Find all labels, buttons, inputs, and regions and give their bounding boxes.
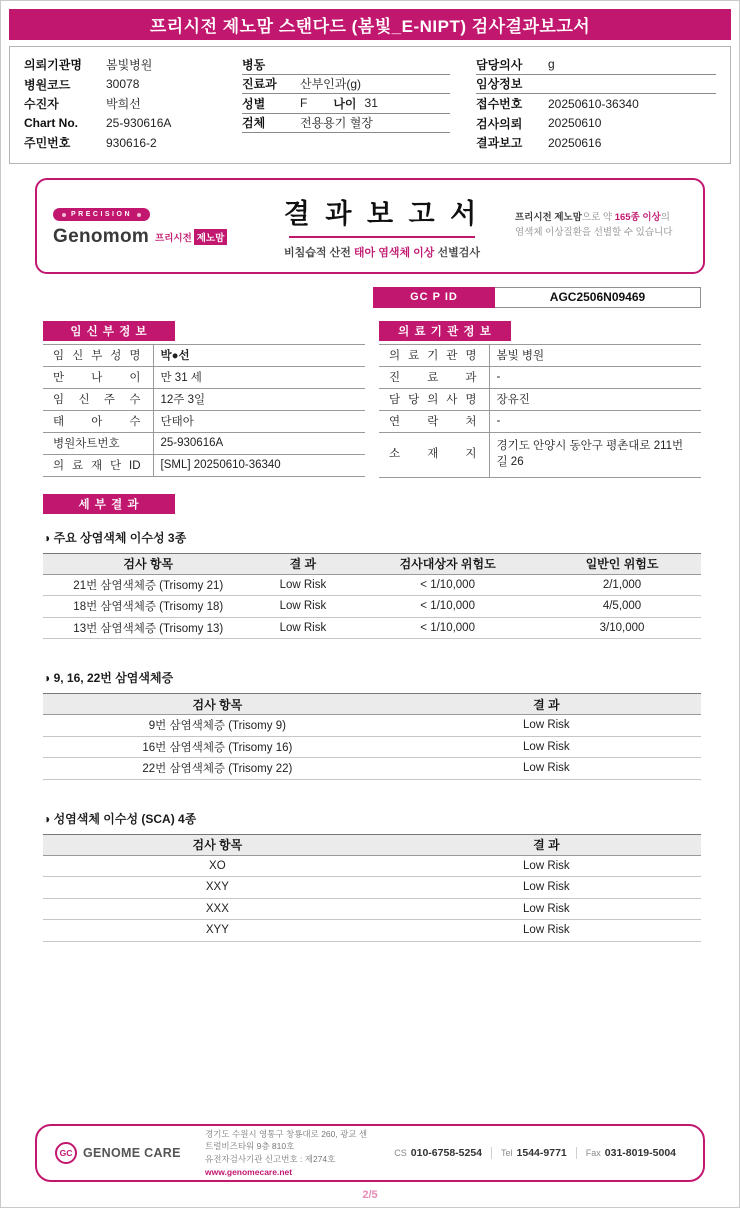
cell-result: Low Risk [254, 596, 353, 618]
field-value: F [300, 96, 308, 111]
field-value: g [548, 57, 555, 72]
brand-name: Genomom [53, 225, 150, 247]
row-clinic-contact [379, 410, 701, 432]
row-gestational-weeks [43, 388, 365, 410]
cell-test-item: 13번 삼염색체증 (Trisomy 13) [43, 617, 254, 639]
result-row-trisomy-16 [43, 736, 701, 758]
row-value: 12주 3일 [153, 388, 365, 410]
col-header-test-item: 검사 항목 [43, 694, 392, 715]
section-heading: ◑ 9, 16, 22번 삼염색체증 [43, 671, 174, 685]
table-header-row [43, 834, 701, 855]
field-label: 검체 [242, 116, 266, 131]
row-hospital-chart-no [43, 432, 365, 454]
cell-test-item: XYY [43, 920, 392, 942]
mother-info-title: 임 신 부 정 보 [43, 321, 175, 341]
contact-cs [385, 1147, 491, 1159]
cell-result: Low Risk [392, 758, 701, 780]
row-ward [242, 55, 450, 75]
field-label: 접수번호 [476, 97, 523, 112]
row-label: 연 락 처 [379, 410, 489, 432]
row-lab-id [43, 454, 365, 476]
report-card-title-block [249, 192, 515, 260]
field-label: 의뢰기관명 [24, 58, 82, 73]
cell-result: Low Risk [392, 736, 701, 758]
contact-number: 031-8019-5004 [604, 1147, 676, 1159]
field-label: 검사의뢰 [476, 116, 523, 131]
row-label: 만 나 이 [43, 366, 153, 388]
result-row-trisomy-22 [43, 758, 701, 780]
row-value: - [489, 410, 701, 432]
cell-result: Low Risk [392, 877, 701, 899]
field-label: 결과보고 [476, 136, 523, 151]
row-value: 만 31 세 [153, 366, 365, 388]
results-table-other-trisomies [43, 693, 701, 780]
gcpid-bar [373, 287, 701, 308]
row-label: 임 신 부 성 명 [43, 344, 153, 366]
info-tables-row [43, 321, 701, 478]
report-title-banner [9, 9, 731, 40]
cell-result: Low Risk [254, 574, 353, 596]
row-value: 박●선 [153, 344, 365, 366]
cell-test-item: 9번 삼염색체증 (Trisomy 9) [43, 715, 392, 737]
note-count: 165종 이상 [614, 211, 661, 223]
row-value: 장유진 [489, 388, 701, 410]
section-heading: ◑ 주요 상염색체 이수성 3종 [43, 530, 187, 545]
row-patient-name [24, 94, 242, 114]
cell-subject-risk: < 1/10,000 [352, 617, 543, 639]
col-header-population-risk: 일반인 위험도 [543, 553, 701, 574]
results-table-sca [43, 834, 701, 942]
results-table-major-autosomal [43, 553, 701, 640]
row-label: 소 재 지 [379, 432, 489, 477]
field-value: 20250616 [548, 135, 602, 150]
section-major-autosomal [1, 529, 739, 640]
brand-korean-1: 프리시전 [155, 232, 192, 244]
field-value: 산부인과(g) [300, 77, 362, 92]
patient-info-col-2 [242, 55, 450, 153]
row-value: 25-930616A [153, 432, 365, 454]
row-chart-no [24, 114, 242, 134]
field-label: 주민번호 [24, 136, 71, 151]
note-line-1 [515, 211, 687, 226]
brand-line [53, 226, 249, 248]
cell-population-risk: 4/5,000 [543, 596, 701, 618]
gcpid-value: AGC2506N09469 [495, 287, 701, 308]
result-row-xxy [43, 877, 701, 899]
row-value: 경기도 안양시 동안구 평촌대로 211번길 26 [489, 432, 701, 477]
report-card-title: 결 과 보 고 서 [283, 198, 481, 229]
subtitle-part-1: 비침습적 산전 [284, 246, 351, 259]
contact-fax [576, 1147, 685, 1159]
footer-address: 경기도 수원시 영통구 창룡대로 260, 광교 센트럴비즈타워 9층 810호 [205, 1128, 368, 1152]
row-clinical-info [476, 75, 716, 95]
gcpid-label: GC P ID [373, 287, 495, 308]
cell-population-risk: 2/1,000 [543, 574, 701, 596]
field-label: 성별 [242, 96, 266, 111]
genomecare-footer [35, 1124, 705, 1182]
field-label: 수진자 [24, 97, 59, 112]
contact-label: Fax [585, 1148, 601, 1158]
screening-note [515, 211, 687, 240]
cell-result: Low Risk [392, 855, 701, 877]
field-value: 20250610-36340 [548, 96, 639, 111]
patient-info-col-1 [24, 55, 242, 153]
details-title: 세 부 결 과 [43, 494, 175, 514]
row-mother-age [43, 366, 365, 388]
cell-result: Low Risk [254, 617, 353, 639]
note-brand: 프리시전 제노맘 [515, 211, 582, 223]
cell-test-item: XO [43, 855, 392, 877]
row-report-date [476, 133, 716, 153]
footer-contacts [385, 1147, 685, 1159]
field-label: 병동 [242, 57, 266, 72]
row-label: 담 당 의 사 명 [379, 388, 489, 410]
subtitle-part-3: 선별검사 [437, 246, 480, 259]
row-label: 진 료 과 [379, 366, 489, 388]
row-label: 임 신 주 수 [43, 388, 153, 410]
section-sca [1, 810, 739, 942]
row-fetus-count [43, 410, 365, 432]
row-referring-org [24, 55, 242, 75]
row-label: 의 료 재 단 ID [43, 454, 153, 476]
contact-number: 010-6758-5254 [410, 1147, 483, 1159]
result-report-card [35, 178, 705, 274]
clinic-info-table [379, 321, 701, 478]
patient-info-section [9, 46, 731, 164]
cell-test-item: 21번 삼염색체증 (Trisomy 21) [43, 574, 254, 596]
genomecare-logo-text: GENOME CARE [83, 1146, 181, 1160]
footer-license: 유전자검사기관 신고번호 : 제274호 [205, 1154, 336, 1164]
genomecare-logo [55, 1142, 193, 1164]
mother-info-table [43, 321, 365, 478]
row-specimen [242, 114, 450, 134]
cell-result: Low Risk [392, 715, 701, 737]
row-department [242, 75, 450, 95]
cell-subject-risk: < 1/10,000 [352, 596, 543, 618]
row-doctor [476, 55, 716, 75]
report-title: 프리시전 제노맘 스탠다드 (봄빛_E-NIPT) 검사결과보고서 [149, 17, 591, 36]
contact-label: CS [394, 1148, 407, 1158]
row-clinic-doctor [379, 388, 701, 410]
precision-badge-label: PRECISION [71, 211, 133, 218]
details-section [43, 494, 739, 514]
row-value: 단태아 [153, 410, 365, 432]
cell-result: Low Risk [392, 920, 701, 942]
note-line-2: 염색체 이상질환을 선별할 수 있습니다 [515, 226, 673, 238]
field-label: 진료과 [242, 77, 277, 92]
field-label-age: 나이 [333, 96, 357, 111]
col-header-test-item: 검사 항목 [43, 553, 254, 574]
genomom-logo [53, 204, 249, 248]
cell-subject-risk: < 1/10,000 [352, 574, 543, 596]
col-header-result: 결 과 [254, 553, 353, 574]
contact-label: Tel [501, 1148, 513, 1158]
contact-number: 1544-9771 [516, 1147, 567, 1159]
footer-address-block [205, 1128, 373, 1179]
field-value: 20250610 [548, 116, 602, 131]
col-header-result: 결 과 [392, 834, 701, 855]
row-hospital-code [24, 75, 242, 95]
subtitle-part-2: 태아 염색체 이상 [353, 246, 435, 259]
field-label: 담당의사 [476, 57, 523, 72]
cell-test-item: 22번 삼염색체증 (Trisomy 22) [43, 758, 392, 780]
note-suffix: 의 [660, 211, 670, 223]
report-card-subtitle [249, 244, 515, 260]
field-value: 전용용기 혈장 [300, 116, 373, 131]
field-value-age: 31 [364, 96, 378, 111]
badge-dot-icon [62, 213, 66, 217]
result-row-trisomy-21 [43, 574, 701, 596]
footer-website-link[interactable]: www.genomecare.net [205, 1166, 293, 1177]
note-mid: 으로 약 [581, 211, 615, 223]
genomecare-logo-icon: GC [55, 1142, 77, 1164]
result-row-trisomy-18 [43, 596, 701, 618]
result-row-xyy [43, 920, 701, 942]
brand-korean-2: 제노맘 [194, 229, 228, 245]
field-value: 박희선 [106, 97, 141, 112]
row-resident-id [24, 133, 242, 153]
row-label: 의 료 기 관 명 [379, 344, 489, 366]
result-row-trisomy-9 [43, 715, 701, 737]
field-value: 봄빛병원 [106, 58, 153, 73]
section-other-trisomies [1, 669, 739, 780]
cell-test-item: XXY [43, 877, 392, 899]
row-value: [SML] 20250610-36340 [153, 454, 365, 476]
row-clinic-address [379, 432, 701, 477]
row-label: 태 아 수 [43, 410, 153, 432]
col-header-result: 결 과 [392, 694, 701, 715]
result-row-xo [43, 855, 701, 877]
row-request-date [476, 114, 716, 134]
cell-test-item: 18번 삼염색체증 (Trisomy 18) [43, 596, 254, 618]
row-receipt-no [476, 94, 716, 114]
row-clinic-dept [379, 366, 701, 388]
field-label: 병원코드 [24, 77, 71, 92]
table-header-row [43, 694, 701, 715]
table-header-row [43, 553, 701, 574]
result-row-trisomy-13 [43, 617, 701, 639]
row-label: 병원차트번호 [43, 432, 153, 454]
section-heading: ◑ 성염색체 이수성 (SCA) 4종 [43, 811, 197, 826]
badge-dot-icon [137, 213, 141, 217]
field-label: Chart No. [24, 116, 78, 131]
contact-tel [491, 1147, 576, 1159]
result-row-xxx [43, 898, 701, 920]
patient-info-col-3 [476, 55, 716, 153]
cell-result: Low Risk [392, 898, 701, 920]
row-value: - [489, 366, 701, 388]
field-value: 30078 [106, 77, 140, 92]
cell-population-risk: 3/10,000 [543, 617, 701, 639]
clinic-info-title: 의 료 기 관 정 보 [379, 321, 511, 341]
page-indicator: 2/5 [362, 1189, 378, 1201]
title-divider [289, 236, 475, 238]
row-sex-age [242, 94, 450, 114]
field-value: 930616-2 [106, 135, 157, 150]
cell-test-item: 16번 삼염색체증 (Trisomy 16) [43, 736, 392, 758]
precision-badge [53, 208, 150, 221]
row-value: 봄빛 병원 [489, 344, 701, 366]
cell-test-item: XXX [43, 898, 392, 920]
field-label: 임상정보 [476, 77, 523, 92]
row-mother-name [43, 344, 365, 366]
col-header-subject-risk: 검사대상자 위험도 [352, 553, 543, 574]
row-clinic-name [379, 344, 701, 366]
field-value: 25-930616A [106, 116, 172, 131]
col-header-test-item: 검사 항목 [43, 834, 392, 855]
